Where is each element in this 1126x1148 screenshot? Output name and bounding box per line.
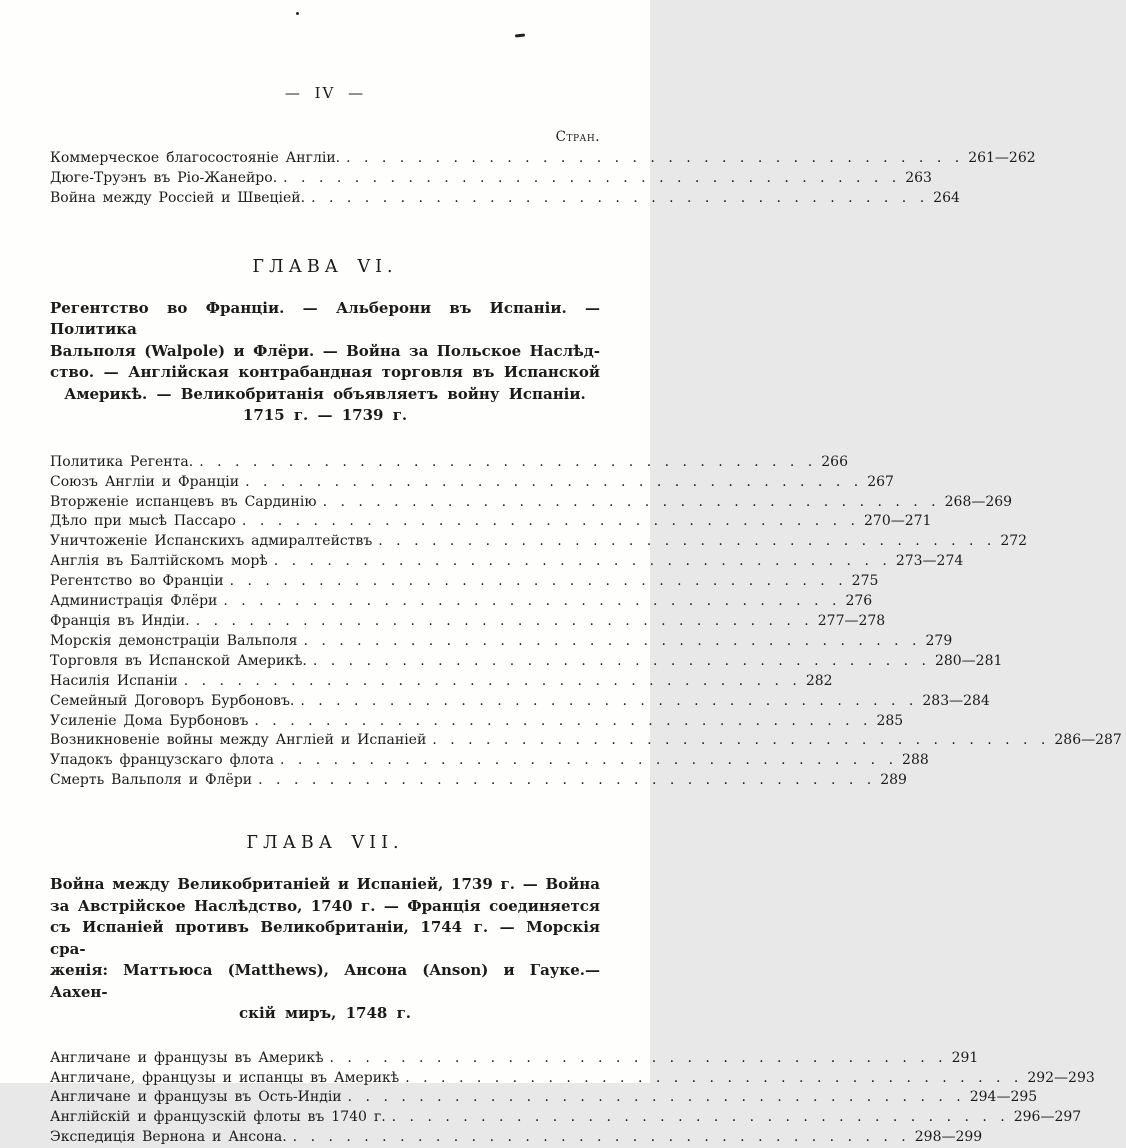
dot-leader [242, 512, 855, 532]
toc-row [50, 1088, 1038, 1108]
toc-entry-pages: 261—262 [968, 150, 1036, 166]
chapter7-entries-list [50, 1049, 1095, 1148]
toc-row [50, 1128, 983, 1148]
toc-row [50, 572, 879, 592]
toc-row [50, 592, 873, 612]
summary-line: съ Испаніей противъ Великобританіи, 1744 г. — Морскія сра- [50, 918, 600, 958]
toc-entry-title: Уничтоженіе Испанскихъ адмиралтействъ [50, 533, 373, 550]
toc-row [50, 612, 886, 632]
toc-row [50, 189, 960, 209]
toc-entry-title: Англичане, французы и испанцы въ Америкѣ [50, 1069, 400, 1086]
dot-leader [184, 672, 797, 692]
dot-leader [392, 1108, 1005, 1128]
toc-entry-title: Союзъ Англіи и Франціи [50, 473, 240, 490]
dot-leader [303, 632, 916, 652]
toc-row [50, 1069, 1095, 1089]
toc-entry-title: Смерть Вальполя и Флёри [50, 772, 253, 789]
dot-leader [245, 473, 858, 493]
toc-entry-pages: 277—278 [817, 612, 886, 629]
toc-row [50, 169, 932, 189]
toc-entry-pages: 288 [902, 752, 929, 769]
scan-speck-artifact [296, 12, 299, 15]
toc-entry-pages: 279 [925, 632, 953, 649]
toc-entry-pages: 270—271 [864, 513, 932, 530]
toc-row [50, 552, 964, 572]
toc-entry-title: Война между Россіей и Швеціей. [50, 189, 306, 206]
dot-leader [405, 1069, 1018, 1089]
toc-entry-title: Англійскій и французскій флоты въ 1740 г. [50, 1109, 386, 1126]
toc-entry-title: Экспедиція Вернона и Ансона. [50, 1129, 287, 1146]
toc-entry-title: Дюге-Труэнъ въ Ріо-Жанейро. [50, 169, 278, 186]
summary-line: Война между Великобританіей и Испаніей, 1739 г. — Война [50, 875, 600, 894]
scan-dash-artifact [515, 33, 525, 37]
toc-entry-title: Администрація Флёри [50, 593, 218, 610]
chapter6-summary-justified-lines [50, 298, 600, 384]
chapter7-summary [50, 874, 600, 1025]
toc-entry-pages: 268—269 [944, 493, 1013, 510]
toc-row [50, 731, 1122, 751]
toc-entry-pages: 298—299 [914, 1129, 983, 1146]
dot-leader [323, 493, 936, 513]
chapter6-summary-centered-lines [50, 384, 600, 427]
toc-entry-title: Дѣло при мысѣ Пассаро [50, 513, 236, 530]
toc-entry-title: Усиленіе Дома Бурбоновъ [50, 712, 249, 729]
toc-row [50, 771, 907, 791]
toc-row [50, 672, 833, 692]
toc-entry-pages: 283—284 [922, 692, 990, 709]
toc-entry-pages: 282 [805, 672, 833, 689]
dot-leader [432, 731, 1045, 751]
dot-leader [313, 652, 926, 672]
toc-row [50, 1108, 1082, 1128]
toc-entry-pages: 276 [845, 593, 873, 610]
summary-line: Америкѣ. — Великобританія объявляетъ войну Испаніи. [64, 384, 586, 403]
dot-leader [254, 712, 867, 732]
dot-leader [280, 751, 893, 771]
toc-entry-title: Коммерческое благосостояніе Англіи. [50, 150, 341, 166]
toc-row [50, 493, 1013, 513]
toc-row [50, 712, 904, 732]
chapter6-summary [50, 298, 600, 427]
toc-entry-pages: 267 [867, 473, 894, 490]
toc-entry-pages: 266 [821, 453, 848, 470]
summary-line: скій миръ, 1748 г. [239, 1004, 411, 1023]
summary-line: ство. — Англійская контрабандная торговля въ Испанской [50, 363, 600, 382]
dot-leader [378, 532, 991, 552]
toc-entry-title: Семейный Договоръ Бурбоновъ. [50, 692, 295, 709]
dot-leader [223, 592, 836, 612]
dot-leader [196, 612, 809, 632]
toc-entry-title: Франція въ Индіи. [50, 612, 190, 629]
summary-line: 1715 г. — 1739 г. [242, 406, 408, 425]
chapter7-summary-justified-lines [50, 874, 600, 1003]
toc-entry-title: Морскія демонстраціи Вальполя [50, 632, 298, 649]
toc-row [50, 473, 894, 493]
toc-entry-pages: 264 [933, 189, 960, 206]
toc-entry-pages: 289 [880, 772, 907, 789]
dot-leader [283, 169, 896, 189]
chapter7-heading: ГЛАВА VII. [246, 833, 404, 854]
dot-leader [300, 692, 913, 712]
dot-leader [274, 552, 887, 572]
toc-entry-title: Насилія Испаніи [50, 672, 178, 689]
dot-leader [199, 453, 812, 473]
toc-entry-pages: 273—274 [895, 553, 964, 570]
dot-leader [346, 149, 959, 169]
toc-row [50, 632, 953, 652]
pages-column-header: Стран. [555, 129, 600, 145]
toc-entry-pages: 286—287 [1054, 732, 1122, 749]
chapter6-heading: ГЛАВА VI. [252, 256, 398, 277]
toc-entry-pages: 272 [1000, 533, 1028, 550]
summary-line: женія: Маттьюса (Matthews), Ансона (Anson) и Гауке.—Аахен- [50, 961, 600, 1001]
dot-leader [293, 1128, 906, 1148]
toc-row [50, 692, 990, 712]
toc-entry-pages: 285 [876, 712, 904, 729]
toc-entry-pages: 263 [905, 169, 932, 186]
toc-entry-pages: 291 [951, 1049, 979, 1066]
toc-row [50, 532, 1028, 552]
toc-row [50, 652, 1003, 672]
toc-row [50, 751, 929, 771]
summary-line: Вальполя (Walpole) и Флёри. — Война за Польское Наслѣд- [50, 341, 600, 360]
dot-leader [230, 572, 843, 592]
toc-entry-title: Возникновеніе войны между Англіей и Испаніей [50, 732, 427, 749]
toc-entry-title: Торговля въ Испанской Америкѣ. [50, 652, 307, 669]
toc-row [50, 1049, 979, 1069]
toc-entry-pages: 292—293 [1027, 1069, 1095, 1086]
chapter7-summary-centered-lines [50, 1003, 600, 1025]
toc-entry-title: Англія въ Балтійскомъ морѣ [50, 553, 268, 570]
toc-entry-pages: 296—297 [1013, 1109, 1082, 1126]
dot-leader [348, 1088, 961, 1108]
summary-line: за Австрійское Наслѣдство, 1740 г. — Франція соединяется [50, 896, 600, 915]
toc-entry-pages: 275 [851, 573, 879, 590]
toc-entry-title: Упадокъ французскаго флота [50, 752, 274, 769]
chapter6-entries-list [50, 453, 1122, 791]
toc-row [50, 512, 932, 532]
summary-line: Регентство во Франціи. — Альберони въ Испаніи. — Политика [50, 298, 600, 339]
dot-leader [258, 771, 871, 791]
intro-entries-list [50, 149, 1036, 209]
dot-leader [330, 1049, 943, 1069]
toc-entry-title: Англичане и французы въ Ость-Индіи [50, 1089, 342, 1106]
toc-entry-pages: 294—295 [969, 1089, 1038, 1106]
dot-leader [311, 189, 924, 209]
toc-entry-title: Регентство во Франціи [50, 573, 224, 590]
toc-entry-title: Политика Регента. [50, 453, 194, 470]
page-number-header: — IV — [284, 84, 366, 102]
toc-row [50, 453, 848, 473]
toc-entry-title: Вторженіе испанцевъ въ Сардинію [50, 493, 317, 510]
toc-entry-title: Англичане и французы въ Америкѣ [50, 1049, 324, 1066]
toc-row [50, 149, 1036, 169]
toc-entry-pages: 280—281 [934, 652, 1003, 669]
